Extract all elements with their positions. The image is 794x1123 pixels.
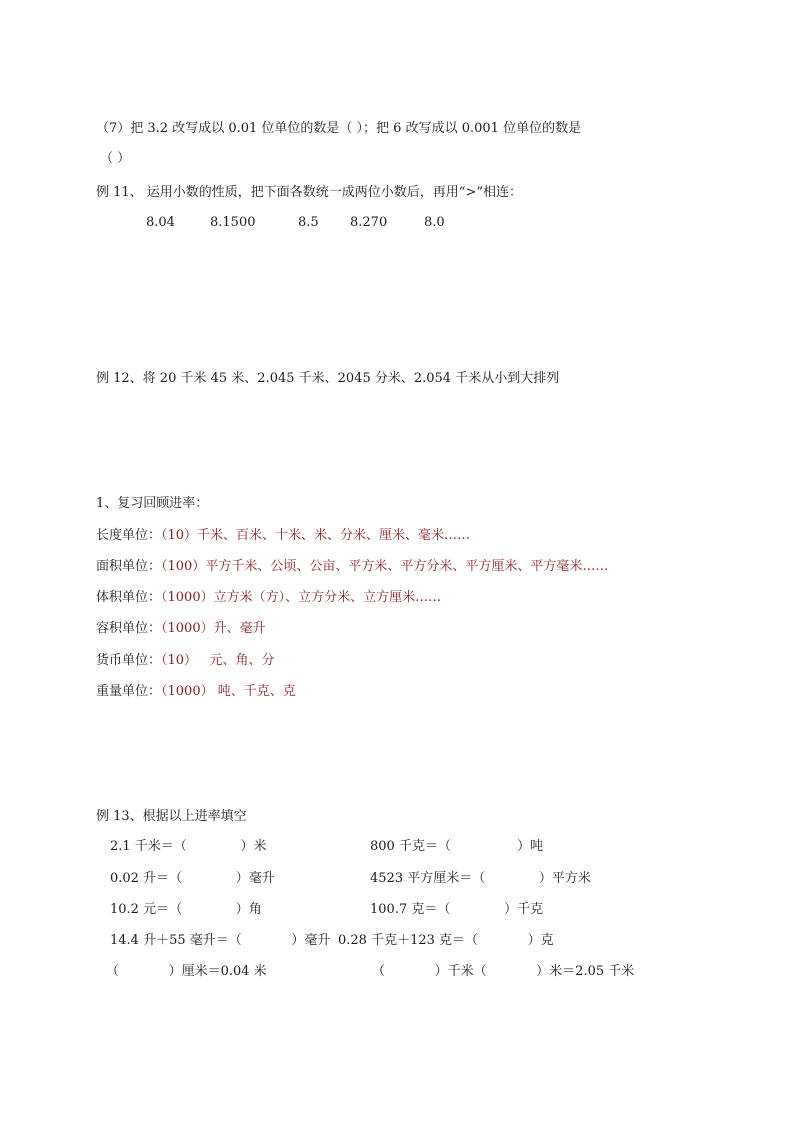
example-13-right-item: 0.28 千克＋123 克＝（ ）克	[338, 933, 554, 948]
review-label: 面积单位：	[96, 559, 162, 574]
example-13-left-item: 14.4 升＋55 毫升＝（ ）毫升	[110, 933, 331, 948]
example-11-number: 8.270	[350, 215, 388, 230]
example-11-number: 8.0	[424, 215, 445, 230]
review-label: 长度单位：	[96, 528, 162, 543]
review-value: （10） 元、角、分	[161, 653, 275, 668]
example-12-title: 例 12、将 20 千米 45 米、2.045 千米、2045 分米、2.054 千米从小到大排列	[96, 371, 560, 386]
review-label: 货币单位：	[96, 653, 162, 668]
review-label: 体积单位：	[96, 590, 162, 605]
review-row-area	[96, 558, 608, 576]
example-13-right-item: 800 千克＝（ ）吨	[370, 839, 544, 854]
review-label: 容积单位：	[96, 621, 162, 636]
review-label: 重量单位：	[96, 684, 162, 699]
example-13-right-item: （ ）千米（ ）米＝2.05 千米	[372, 964, 635, 979]
review-row-volume	[96, 589, 441, 607]
review-value: （10）千米、百米、十米、米、分米、厘米、毫米……	[161, 528, 471, 543]
review-row-capacity	[96, 620, 266, 638]
review-value: （1000）立方米（方）、立方分米、立方厘米……	[161, 590, 442, 605]
example-13-left-item: 2.1 千米＝（ ）米	[110, 839, 267, 854]
review-row-weight	[96, 683, 296, 701]
review-value: （100）平方千米、公顷、公亩、平方米、平方分米、平方厘米、平方毫米……	[161, 559, 609, 574]
example-13-left-item: 10.2 元＝（ ）角	[110, 902, 262, 917]
example-13-right-item: 4523 平方厘米＝（ ）平方米	[370, 871, 591, 886]
example-13-title: 例 13、根据以上进率填空	[96, 809, 247, 824]
question-7-line-1: （7）把 3.2 改写成以 0.01 位单位的数是（ ）；把 6 改写成以 0.001 位单位的数是	[96, 121, 582, 136]
review-row-currency	[96, 652, 274, 670]
example-11-number: 8.04	[146, 215, 175, 230]
example-11-title: 例 11、 运用小数的性质，把下面各数统一成两位小数后，再用“>”相连：	[96, 185, 522, 200]
example-13-right-item: 100.7 克＝（ ）千克	[370, 902, 544, 917]
review-title: 1、复习回顾进率：	[96, 496, 209, 511]
question-7-line-2: （ ）	[100, 151, 131, 166]
example-13-left-item: （ ）厘米＝0.04 米	[106, 964, 267, 979]
example-13-left-item: 0.02 升＝（ ）毫升	[110, 871, 275, 886]
example-11-number: 8.1500	[210, 215, 256, 230]
example-11-number: 8.5	[298, 215, 319, 230]
review-value: （1000）升、毫升	[161, 621, 266, 636]
review-row-length	[96, 527, 470, 545]
review-value: （1000） 吨、千克、克	[161, 684, 296, 699]
